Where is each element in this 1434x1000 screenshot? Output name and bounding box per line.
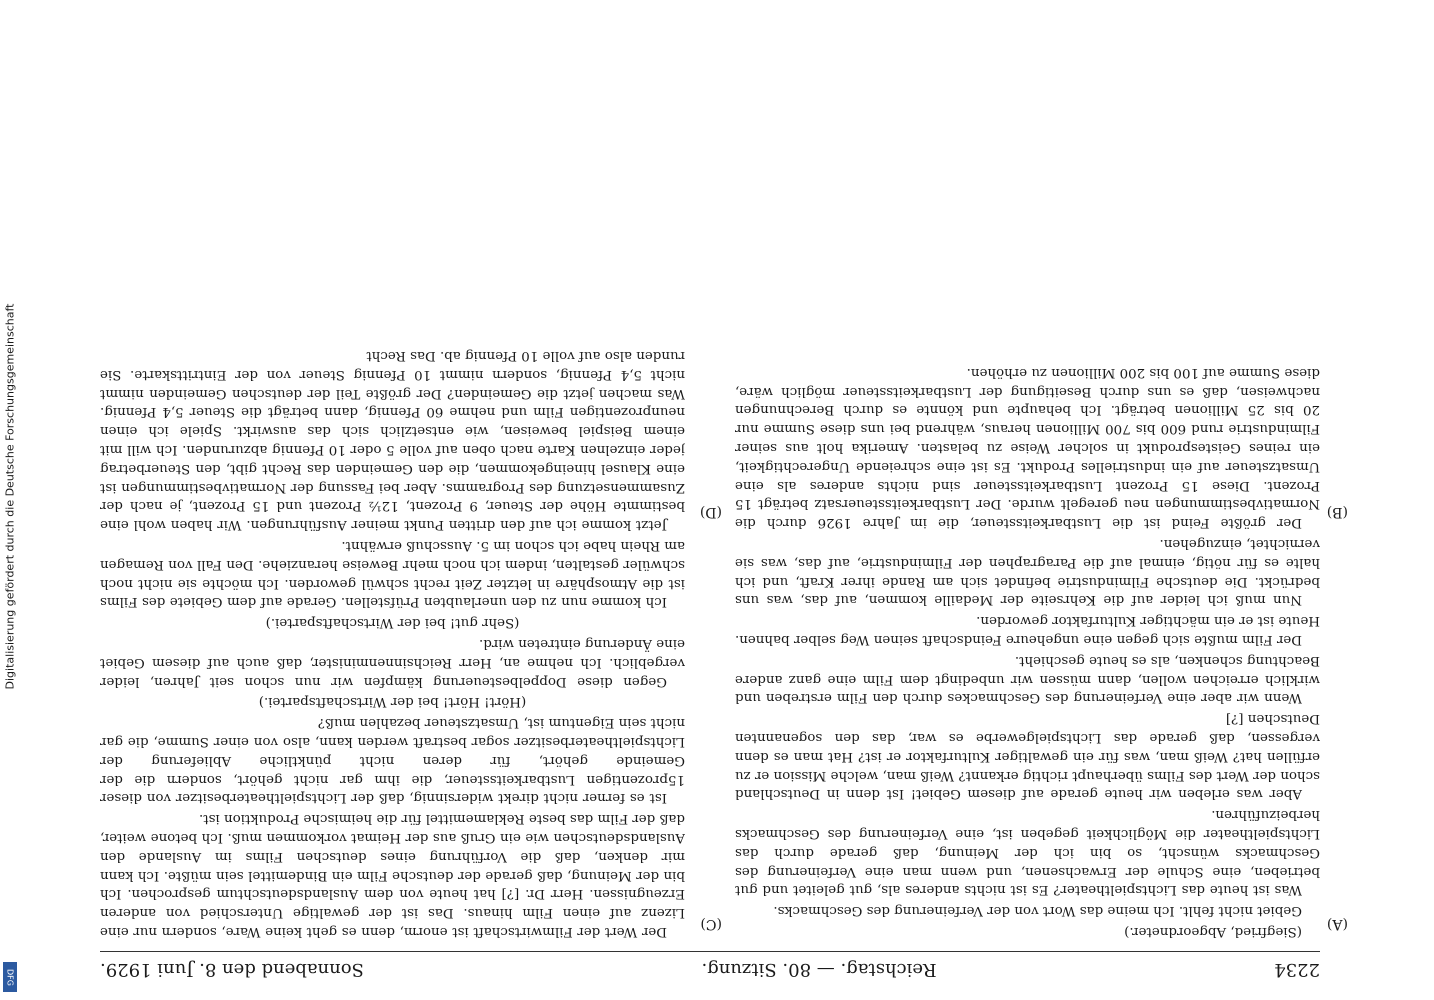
- page-number: 2234: [1274, 959, 1320, 980]
- paragraph: Der größte Feind ist die Lustbarkeitssteuer, die im Jahre 1926 durch die Normativbestimmungen neu geregelt wurde. Der Lustbarkeitssteuersatz beträgt 15 Prozent. Diese 15 Prozent Lustbarkeitssteuer sind nichts anderes als eine Umsatzsteuer auf ein industrielles Produkt. Es ist eine schreiende Ungerechtigkeit, ein reines Geistesprodukt in solcher Weise zu belasten. Amerika holt aus seiner Filmindustrie rund 600 bis 700 Millionen heraus, während bei uns diese Summe nur 20 bis 25 Millionen beträgt. Ich behaupte und könnte es durch Berechnungen nachweisen, daß es uns durch Beseitigung der Lustbarkeitssteuer möglich wäre, diese Summe auf 100 bis 200 Millionen zu erhöhen.: [735, 364, 1320, 531]
- header-date: Sonnabend den 8. Juni 1929.: [100, 959, 364, 980]
- paragraph: Gebiet nicht fehlt. Ich meine das Wort von der Verfeinerung des Geschmacks.: [773, 903, 1302, 919]
- paragraph: Aber was erleben wir heute gerade auf diesem Gebiet! Ist denn in Deutschland schon der Wert des Films überhaupt richtig erkannt? Weiß man, welche Mission er zu erfüllen hat? Weiß man, was für ein gewaltiger Kulturfaktor er ist? Hat man es denn vergessen, daß gerade das Lichtspielgewerbe es war, das den sogenannten Deutschen [?]: [735, 711, 1320, 802]
- paragraph: Jetzt komme ich auf den dritten Punkt meiner Ausführungen. Wir haben wohl eine bestimmte Höhe der Steuer, 9 Prozent, 12½ Prozent und 15 Prozent, je nach der Zusammensetzung des Programms. Aber bei Fassung der Normativbestimmungen ist eine Klausel hineingekommen, die den Gemeinden das Recht gibt, den Steuerbetrag jeder einzelnen Karte nach oben auf volle 5 oder 10 Pfennig abzurunden. Ich will mit einem Beispiel beweisen, wie entsetzlich sich das auswirkt. Spiele ich einen neunprozentigen Film und nehme 60 Pfennig, dann beträgt die Steuer 5,4 Pfennig. Was machen jetzt die Gemeinden? Der größte Teil der deutschen Gemeinden nimmt nicht 5,4 Pfennig, sondern nimmt 10 Pfennig Steuer von der Eintrittskarte. Sie runden also auf volle 10 Pfennig ab. Das Recht: [100, 348, 685, 533]
- page-header: [100, 951, 1320, 980]
- digitization-credit: [0, 0, 20, 1000]
- paragraph: Der Wert der Filmwirtschaft ist enorm, denn es geht keine Ware, sondern nur eine Lizenz auf einen Film hinaus. Das ist der gewaltige Unterschied von anderen Erzeugnissen. Herr Dr. [?] hat heute von dem Auslandsdeutschtum gesprochen. Ich bin der Meinung, daß gerade der deutsche Film ein Bindemittel sein müßte. Ich kann mir denken, daß die Vorführung eines deutschen Films im Auslande den Auslandsdeutschen wie ein Gruß aus der Heimat vorkommen muß. Ich betone weiter, daß der Film das beste Reklamemittel für die heimische Produktion ist.: [100, 811, 685, 939]
- credit-text: Digitalisierung gefördert durch die Deutsche Forschungsgemeinschaft: [3, 303, 17, 690]
- dfg-logo-icon: DFG: [3, 962, 17, 992]
- paragraph: Was ist heute das Lichtspieltheater? Es ist nichts anderes als, gut geleitet und gut betrieben, eine Schule der Erwachsenen, und wenn man eine Verfeinerung des Geschmacks wünscht, so bin ich der Meinung, daß gerade durch das Lichtspieltheater die Möglichkeit gegeben ist, eine Verfeinerung des Geschmacks herbeizuführen.: [735, 807, 1320, 898]
- paragraph: Nun muß ich leider auf die Kehrseite der Medaille kommen, auf das, was uns bedrückt. Die deutsche Filmindustrie befindet sich am Rande ihrer Kraft, und ich halte es für nötig, einmal auf die Paragraphen der Filmindustrie, auf das, was sie vernichtet, einzugehen.: [735, 536, 1320, 608]
- right-column: [100, 25, 685, 940]
- paragraph: Der Film mußte sich gegen eine ungeheure Feindschaft seinen Weg selber bahnen. Heute ist er ein mächtiger Kulturfaktor geworden.: [735, 613, 1320, 648]
- paragraph: (Siegfried, Abgeordneter.): [1124, 924, 1302, 939]
- paragraph: Ich komme nun zu den unerlaubten Prüfstellen. Gerade auf dem Gebiete des Films ist die Atmosphäre in letzter Zeit recht schwül geworden. Ich möchte sie nicht noch schwüler gestalten, indem ich noch mehr Beweise heranziehe. Den Fall von Remagen am Rhein habe ich schon im 5. Ausschuß erwähnt.: [100, 538, 685, 610]
- paragraph: Ist es ferner nicht direkt widersinnig, daß der Lichtspieltheaterbesitzer von dieser 15prozentigen Lustbarkeitssteuer, die ihm gar nicht gehört, sondern die der Gemeinde gehört, für deren nicht pünktliche Ablieferung der Lichtspieltheaterbesitzer sogar bestraft werden kann, also von einer Summe, die gar nicht sein Eigentum ist, Umsatzsteuer bezahlen muß?: [100, 715, 685, 806]
- margin-marker-d: (D): [699, 504, 722, 520]
- header-title: Reichstag. — 80. Sitzung.: [701, 959, 937, 980]
- margin-marker-a: (A): [1326, 916, 1348, 932]
- margin-marker-b: (B): [1326, 504, 1348, 520]
- margin-marker-c: (C): [700, 916, 722, 932]
- paragraph: Wenn wir aber eine Verfeinerung des Geschmackes durch den Film erstreben und wirklich erreichen wollen, dann müssen wir unbedingt dem Film eine ganz andere Beachtung schenken, als es heute geschieht.: [735, 652, 1320, 706]
- left-column: [735, 25, 1320, 940]
- rotated-content: [100, 15, 1348, 980]
- paragraph: Gegen diese Doppelbesteuerung kämpfen wir nun schon seit Jahren, leider vergeblich. Ich nehme an, Herr Reichsinnenminister, daß auch auf diesem Gebiet eine Änderung eintreten wird.: [100, 636, 685, 689]
- interjection: (Sehr gut! bei der Wirtschaftspartei.): [265, 615, 520, 631]
- interjection: (Hört! Hört! bei der Wirtschaftspartei.): [258, 694, 527, 710]
